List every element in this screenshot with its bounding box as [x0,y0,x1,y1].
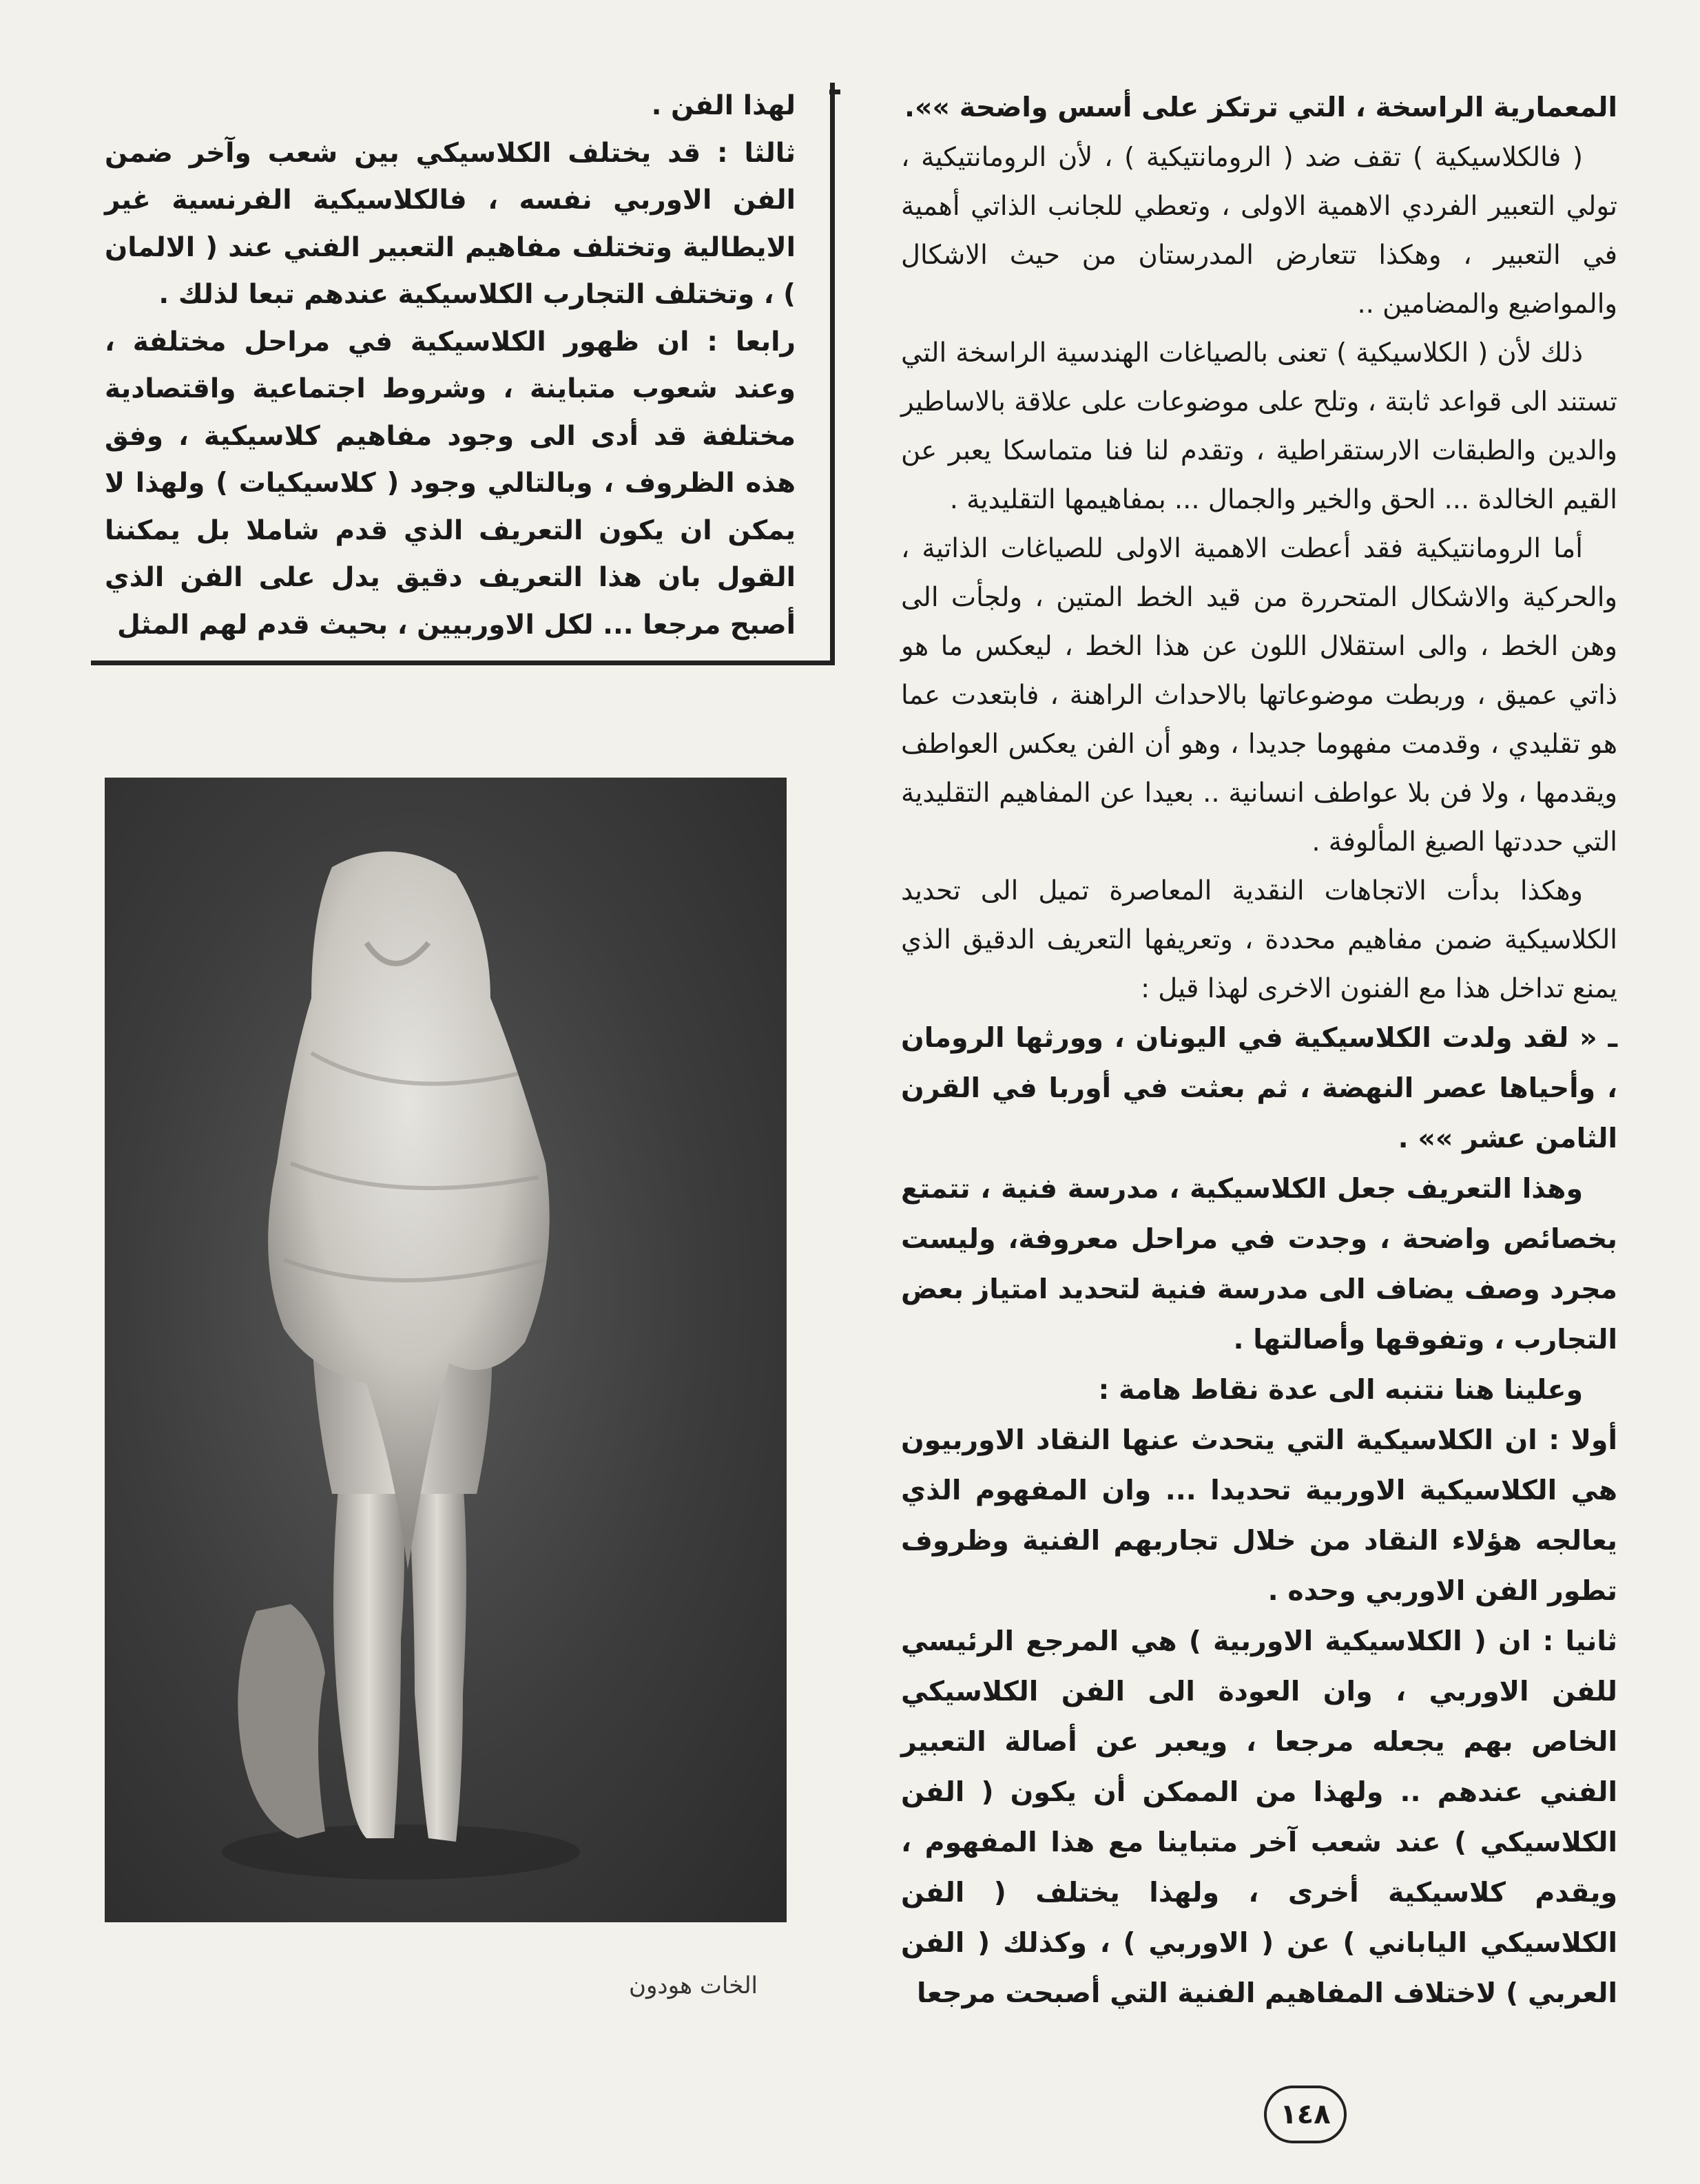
main-paragraph: وعلينا هنا نتنبه الى عدة نقاط هامة : [1098,1374,1583,1406]
photo-caption: الخات هودون [629,1972,758,1999]
main-text-column [901,83,1617,2019]
sidebar-box [91,83,835,665]
sculpture-photo [105,778,787,1922]
main-paragraph: وهكذا بدأت الاتجاهات النقدية المعاصرة تميل الى تحديد الكلاسيكية ضمن مفاهيم محددة ، وتعريفها التعريف الدقيق الذي يمنع تداخل هذا مع الفنون الاخرى لهذا قيل : [901,875,1617,1004]
sculpture-illustration [105,778,787,1922]
main-paragraph: ذلك لأن ( الكلاسيكية ) تعنى بالصياغات الهندسية الراسخة التي تستند الى قواعد ثابتة ، وتلح على موضوعات على علاقة بالاساطير والدين والطبقات الارستقراطية ، وتقدم لنا فنا متماسكا يعبر عن القيم الخالدة ... الحق والخير والجمال ... بمفاهيمها التقليدية . [901,337,1617,515]
main-paragraph: ثانيا : ان ( الكلاسيكية الاوربية ) هي المرجع الرئيسي للفن الاوربي ، وان العودة الى الفن الكلاسيكي الخاص بهم يجعله مرجعا ، ويعبر عن أصالة التعبير الفني عندهم .. ولهذا من الممكن أن يكون ( الفن الكلاسيكي ) عند شعب آخر متباينا مع هذا المفهوم ، ويقدم كلاسيكية أخرى ، ولهذا يختلف ( الفن الكلاسيكي الياباني ) عن ( الاوربي ) ، وكذلك ( الفن العربي ) لاختلاف المفاهيم الفنية التي أصبحت مرجعا [901,1625,1617,2009]
main-paragraph: أما الرومانتيكية فقد أعطت الاهمية الاولى للصياغات الذاتية ، والحركية والاشكال المتحررة من قيد الخط المتين ، ولجأت الى وهن الخط ، والى استقلال اللون عن هذا الخط ، ليعكس ما هو ذاتي عميق ، وربطت موضوعاتها بالاحداث الراهنة ، فابتعدت عما هو تقليدي ، وقدمت مفهوما جديدا ، وهو أن الفن يعكس العواطف ويقدمها ، ولا فن بلا عواطف انسانية .. بعيدا عن المفاهيم التقليدية التي حددتها الصيغ المألوفة . [901,533,1617,857]
sidebar-text [105,83,796,649]
sidebar-paragraph: لهذا الفن . [651,90,796,121]
page-number: ١٤٨ [1264,2086,1347,2143]
main-paragraph: ـ « لقد ولدت الكلاسيكية في اليونان ، وورثها الرومان ، وأحياها عصر النهضة ، ثم بعثت في أوربا في القرن الثامن عشر »» . [901,1022,1617,1154]
sidebar-paragraph: رابعا : ان ظهور الكلاسيكية في مراحل مختلفة ، وعند شعوب متباينة ، وشروط اجتماعية واقتصادية مختلفة قد أدى الى وجود مفاهيم كلاسيكية ، وفق هذه الظروف ، وبالتالي وجود ( كلاسيكيات ) ولهذا لا يمكن ان يكون التعريف الذي قدم شاملا بل يمكننا القول بان هذا التعريف دقيق يدل على الفن الذي أصبح مرجعا ... لكل الاوربيين ، بحيث قدم لهم المثل [105,326,796,641]
sidebar-paragraph: ثالثا : قد يختلف الكلاسيكي بين شعب وآخر ضمن الفن الاوربي نفسه ، فالكلاسيكية الفرنسية غير الايطالية وتختلف مفاهيم التعبير الفني عند ( الالمان ) ، وتختلف التجارب الكلاسيكية عندهم تبعا لذلك . [105,137,796,310]
main-paragraph: أولا : ان الكلاسيكية التي يتحدث عنها النقاد الاوربيون هي الكلاسيكية الاوربية تحديدا ... وان المفهوم الذي يعالجه هؤلاء النقاد من خلال تجاربهم الفنية وظروف تطور الفن الاوربي وحده . [901,1424,1617,1607]
sidebar-border-tick [829,90,840,94]
main-paragraph: ( فالكلاسيكية ) تقف ضد ( الرومانتيكية ) ، لأن الرومانتيكية ، تولي التعبير الفردي الاهمية الاولى ، وتعطي للجانب الذاتي أهمية في التعبير ، وهكذا تتعارض المدرستان من حيث الاشكال والمواضيع والمضامين .. [901,142,1617,320]
main-paragraph: وهذا التعريف جعل الكلاسيكية ، مدرسة فنية ، تتمتع بخصائص واضحة ، وجدت في مراحل معروفة، وليست مجرد وصف يضاف الى مدرسة فنية لتحديد امتياز بعض التجارب ، وتفوقها وأصالتها . [901,1173,1617,1355]
main-paragraph: المعمارية الراسخة ، التي ترتكز على أسس واضحة »». [904,92,1617,123]
